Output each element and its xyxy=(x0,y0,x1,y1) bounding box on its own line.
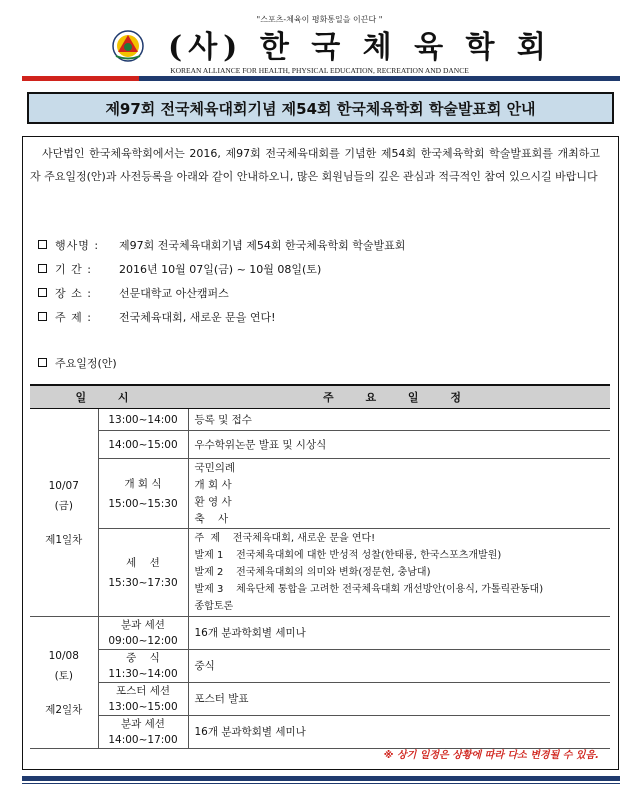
header-red-bar xyxy=(22,76,139,81)
org-english-name: KOREAN ALLIANCE FOR HEALTH, PHYSICAL EDUCATION, RECREATION AND DANCE xyxy=(170,66,469,75)
table-row: 10/07 (금) 제1일차 13:00~14:00 등록 및 접수 xyxy=(30,409,610,431)
table-row: 중 식 11:30~14:00 중식 xyxy=(30,650,610,683)
header-schedule: 주 요 일 정 xyxy=(188,385,610,409)
checkbox-bullet-icon xyxy=(38,358,47,367)
slogan: "스포츠-체육이 평화통일을 이끈다 " xyxy=(256,15,383,24)
footer-thin-line xyxy=(22,783,620,784)
checkbox-bullet-icon xyxy=(38,288,47,297)
checkbox-bullet-icon xyxy=(38,312,47,321)
schedule-heading: 주요일정(안) xyxy=(38,355,117,371)
checkbox-bullet-icon xyxy=(38,264,47,273)
society-logo-icon xyxy=(112,30,144,62)
table-row: 개 회 식 15:00~15:30 국민의례 개 회 사 환 영 사 축 사 xyxy=(30,459,610,529)
table-row: 14:00~15:00 우수학위논문 발표 및 시상식 xyxy=(30,431,610,459)
info-theme: 주 제 : 전국체육대회, 새로운 문을 연다! xyxy=(38,309,276,325)
table-row: 10/08 (토) 제2일차 분과 세션 09:00~12:00 16개 분과학회별 세미나 xyxy=(30,617,610,650)
intro-paragraph: 사단법인 한국체육학회에서는 2016, 제97회 전국체육대회를 기념한 제54회 한국체육학회 학술발표회를 개최하고자 주요일정(안)과 사전등록을 아래와 같이 안내하오니, 많은 회원님들의 깊은 관심과 적극적인 참여 있으시길 바랍니다 xyxy=(30,147,600,183)
table-header-row xyxy=(30,385,610,409)
schedule-table xyxy=(30,384,610,749)
info-venue: 장 소 : 선문대학교 아산캠퍼스 xyxy=(38,285,229,301)
org-name: (사) 한 국 체 육 학 회 xyxy=(168,30,552,65)
page-title: 제97회 전국체육대회기념 제54회 한국체육학회 학술발표회 안내 xyxy=(27,92,614,124)
info-period: 기 간 : 2016년 10월 07일(금) ~ 10월 08일(토) xyxy=(38,261,321,277)
schedule-note: ※ 상기 일정은 상황에 따라 다소 변경될 수 있음. xyxy=(383,750,599,761)
day1-cell: 10/07 (금) 제1일차 xyxy=(30,409,98,617)
header-navy-bar xyxy=(139,76,620,81)
table-row: 세 션 15:30~17:30 주 제 전국체육대회, 새로운 문을 연다! 발제 1 전국체육대회에 대한 반성적 성찰(한태룡, 한국스포츠개발원) 발제 2 전국체육대회의 의미와 변화(정문현, 충남대) 발제 3 체육단체 통합을 고려한 전국체육대회 개선방안(이용식, 가톨릭관동대) 종합토론 xyxy=(30,529,610,617)
table-row: 분과 세션 14:00~17:00 16개 분과학회별 세미나 xyxy=(30,716,610,749)
day2-cell: 10/08 (토) 제2일차 xyxy=(30,617,98,749)
checkbox-bullet-icon xyxy=(38,240,47,249)
footer-navy-bar xyxy=(22,776,620,781)
info-event-name: 행사명 : 제97회 전국체육대회기념 제54회 한국체육학회 학술발표회 xyxy=(38,237,405,253)
header-datetime: 일 시 xyxy=(30,385,188,409)
table-row: 포스터 세션 13:00~15:00 포스터 발표 xyxy=(30,683,610,716)
